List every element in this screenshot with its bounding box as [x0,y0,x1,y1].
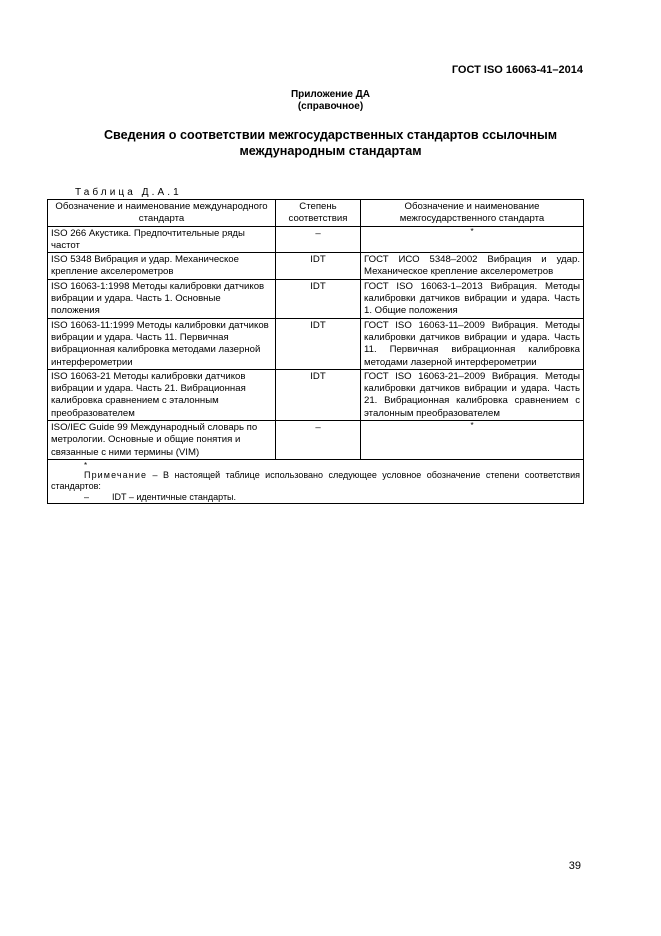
international-standard-cell: ISO 5348 Вибрация и удар. Механическое крепление акселерометров [48,253,276,280]
note-list-item [51,492,580,503]
footnote-asterisk: * [84,460,88,470]
international-standard-cell: ISO 16063-21 Методы калибровки датчиков вибрации и удара. Часть 21. Вибрационная калибровка сравнением с эталонным преобразователем [48,369,276,420]
interstate-standard-cell: ГОСТ ИСО 5348–2002 Вибрация и удар. Механическое крепление акселерометров [361,253,584,280]
table-label: Таблица Д.А.1 [75,187,182,198]
page-number: 39 [568,860,581,872]
note-label: Примечание [84,469,148,480]
table-row [48,318,584,369]
degree-cell: – [276,226,361,253]
table-row [48,369,584,420]
table-footnote [48,459,584,503]
note-item-dash: – [84,491,90,502]
page-title-line-1: Сведения о соответствии межгосударственных стандартов ссылочным [103,128,558,142]
degree-cell: IDT [276,369,361,420]
interstate-standard-cell: ГОСТ ISO 16063-1–2013 Вибрация. Методы калибровки датчиков вибрации и удара. Часть 1. Общие положения [361,279,584,318]
page-title [60,127,601,159]
header-international-standard: Обозначение и наименование международного стандарта [48,200,276,227]
table-note [51,470,580,492]
footnote-marker: * [470,226,474,236]
annex-subtitle: (справочное) [297,101,364,112]
degree-cell: IDT [276,318,361,369]
interstate-standard-cell: ГОСТ ISO 16063-21–2009 Вибрация. Методы калибровки датчиков вибрации и удара. Часть 21. Вибрационная калибровка сравнением с эталонным преобразователем [361,369,584,420]
table-row [48,421,584,460]
note-text: – В настоящей таблице использовано следующее условное обозначение степени соответствия стандартов: [51,469,580,491]
interstate-standard-cell [361,226,584,253]
annex-title: Приложение ДА [290,89,371,100]
degree-cell: IDT [276,279,361,318]
note-item-text: IDT – идентичные стандарты. [112,491,237,502]
table-footnote-row [48,459,584,503]
international-standard-cell: ISO 16063-1:1998 Методы калибровки датчиков вибрации и удара. Часть 1. Основные положения [48,279,276,318]
international-standard-cell: ISO 16063-11:1999 Методы калибровки датчиков вибрации и удара. Часть 11. Первичная вибрационная калибровка методами лазерной интерферометрии [48,318,276,369]
document-code: ГОСТ ISO 16063-41–2014 [451,64,583,76]
header-interstate-standard: Обозначение и наименование межгосударственного стандарта [361,200,584,227]
degree-cell: – [276,421,361,460]
annex-heading [0,89,661,113]
degree-cell: IDT [276,253,361,280]
table-row [48,253,584,280]
interstate-standard-cell [361,421,584,460]
standards-correspondence-table [47,199,584,504]
header-degree-of-correspondence: Степень соответствия [276,200,361,227]
international-standard-cell: ISO/IEC Guide 99 Международный словарь по метрологии. Основные и общие понятия и связанные с ними термины (VIM) [48,421,276,460]
page-title-line-2: международным стандартам [239,144,422,158]
table-header-row [48,200,584,227]
table-row [48,226,584,253]
table-row [48,279,584,318]
footnote-marker: * [470,421,474,431]
international-standard-cell: ISO 266 Акустика. Предпочтительные ряды частот [48,226,276,253]
interstate-standard-cell: ГОСТ ISO 16063-11–2009 Вибрация. Методы калибровки датчиков вибрации и удара. Часть 11. Первичная вибрационная калибровка методами лазерной интерферометрии [361,318,584,369]
